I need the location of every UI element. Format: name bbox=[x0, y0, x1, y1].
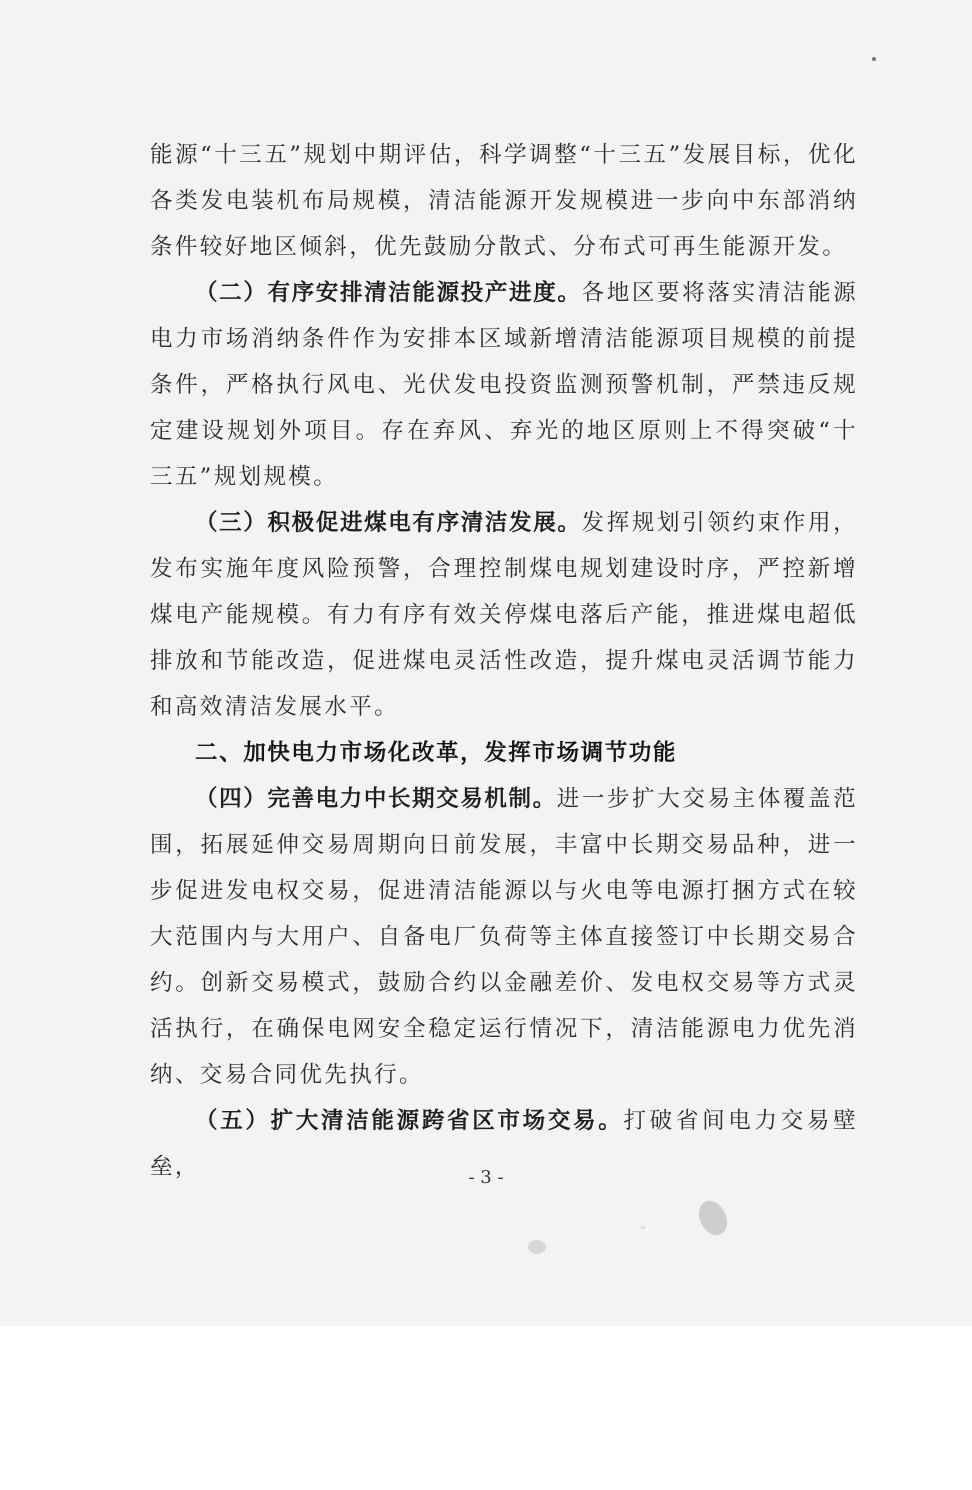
paragraph-lead: （三）积极促进煤电有序清洁发展。 bbox=[195, 510, 582, 536]
page-number: - 3 - bbox=[468, 1167, 504, 1188]
scan-speck bbox=[872, 57, 876, 61]
paragraph-text: 进一步扩大交易主体覆盖范围，拓展延伸交易周期向日前发展，丰富中长期交易品种，进一步促进发电权交易，促进清洁能源以与火电等电源打捆方式在较大范围内与大用户、自备电厂负荷等主体直接签订中长期交易合约。创新交易模式，鼓励合约以金融差价、发电权交易等方式灵活执行，在确保电网安全稳定运行情况下，清洁能源电力优先消纳、交易合同优先执行。 bbox=[150, 786, 858, 1088]
paragraph-text: 能源“十三五”规划中期评估，科学调整“十三五”发展目标，优化各类发电装机布局规模，清洁能源开发规模进一步向中东部消纳条件较好地区倾斜，优先鼓励分散式、分布式可再生能源开发。 bbox=[150, 142, 858, 260]
scan-smudge bbox=[640, 1226, 646, 1229]
paragraph-continued bbox=[150, 132, 858, 270]
paragraph-text: 各地区要将落实清洁能源电力市场消纳条件作为安排本区域新增清洁能源项目规模的前提条件，严格执行风电、光伏发电投资监测预警机制，严禁违反规定建设规划外项目。存在弃风、弃光的地区原则上不得突破“十三五”规划规模。 bbox=[150, 280, 859, 490]
paragraph-3 bbox=[150, 500, 858, 730]
paragraph-lead: （五）扩大清洁能源跨省区市场交易。 bbox=[195, 1108, 624, 1134]
paragraph-4 bbox=[150, 776, 858, 1098]
scan-smudge bbox=[694, 1196, 733, 1240]
paragraph-text: 打破省间电力交易壁垒， bbox=[150, 1108, 858, 1180]
paragraph-lead: （四）完善电力中长期交易机制。 bbox=[195, 786, 557, 812]
paragraph-text: 发挥规划引领约束作用，发布实施年度风险预警，合理控制煤电规划建设时序，严控新增煤电产能规模。有力有序有效关停煤电落后产能，推进煤电超低排放和节能改造，促进煤电灵活性改造，提升煤电灵活调节能力和高效清洁发展水平。 bbox=[150, 510, 859, 720]
paragraph-2 bbox=[150, 270, 858, 500]
paragraph-lead: （二）有序安排清洁能源投产进度。 bbox=[195, 280, 582, 306]
document-body bbox=[150, 132, 858, 1190]
scan-smudge bbox=[528, 1240, 546, 1254]
section-heading: 二、加快电力市场化改革，发挥市场调节功能 bbox=[195, 740, 678, 766]
